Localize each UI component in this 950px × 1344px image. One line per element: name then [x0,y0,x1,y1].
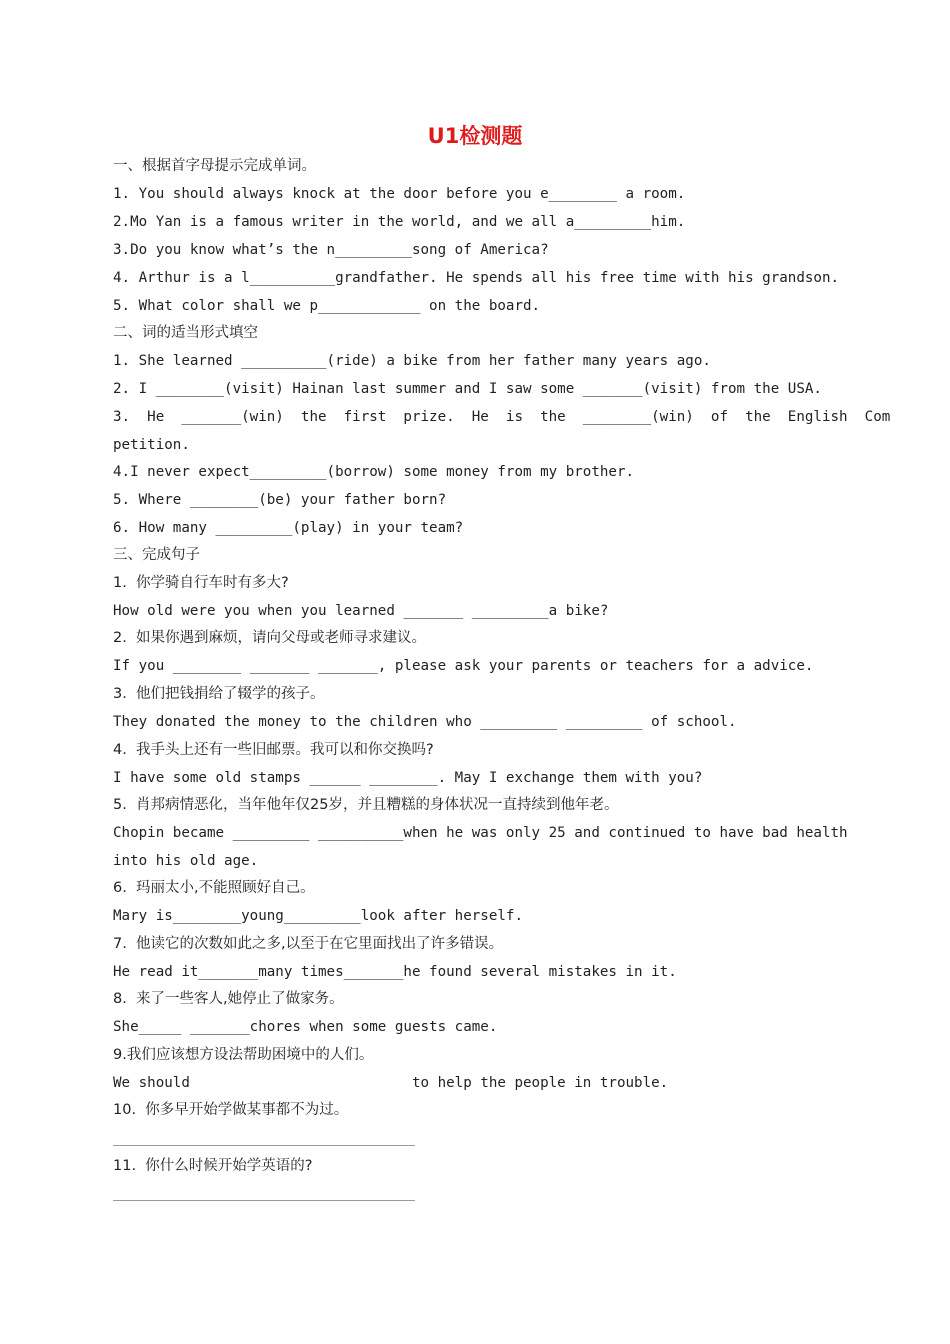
question-3-3-prompt: 3. 他们把钱捐给了辍学的孩子。 [113,686,325,702]
question-3-5-cont: into his old age. [113,853,259,869]
question-3-9: We should to help the people in trouble. [113,1075,669,1091]
question-3-5-prompt: 5. 肖邦病情恶化，当年他年仅25岁，并且糟糕的身体状况一直持续到他年老。 [113,797,619,813]
question-3-10-prompt: 10. 你多早开始学做某事都不为过。 [113,1102,349,1118]
question-3-1: How old were you when you learned _______ _________a bike? [113,603,609,619]
question-3-5: Chopin became _________ __________when he was only 25 and continued to have bad health [113,825,848,841]
question-3-4: I have some old stamps ______ ________. May I exchange them with you? [113,770,703,786]
answer-line-10 [113,1145,415,1146]
question-3-4-prompt: 4. 我手头上还有一些旧邮票。我可以和你交换吗? [113,742,434,758]
question-3-7: He read it_______many times_______he found several mistakes in it. [113,964,677,980]
section-heading-3: 三、完成句子 [113,547,200,563]
question-3-8-prompt: 8. 来了一些客人,她停止了做家务。 [113,991,344,1007]
question-2-2: 2. I ________(visit) Hainan last summer and I saw some _______(visit) from the USA. [113,381,822,397]
question-3-6-prompt: 6. 玛丽太小,不能照顾好自己。 [113,880,315,896]
section-heading-2: 二、词的适当形式填空 [113,325,258,341]
page-title: U1检测题 [427,124,523,148]
answer-line-11 [113,1200,415,1201]
question-3-11-prompt: 11. 你什么时候开始学英语的? [113,1158,313,1174]
question-2-3-cont: petition. [113,437,190,453]
question-3-7-prompt: 7. 他读它的次数如此之多,以至于在它里面找出了许多错误。 [113,936,504,952]
question-1-4: 4. Arthur is a l__________grandfather. He spends all his free time with his grandson. [113,270,840,286]
question-1-5: 5. What color shall we p____________ on the board. [113,298,541,314]
question-1-2: 2.Mo Yan is a famous writer in the world, and we all a_________him. [113,214,686,230]
question-3-1-prompt: 1. 你学骑自行车时有多大? [113,575,289,591]
question-2-3: 3. He _______(win) the first prize. He is the ________(win) of the English Com [113,409,891,425]
question-3-2-prompt: 2. 如果你遇到麻烦，请向父母或老师寻求建议。 [113,630,427,646]
question-1-3: 3.Do you know what’s the n_________song of America? [113,242,549,258]
question-3-2: If you ________ _______ _______, please ask your parents or teachers for a advice. [113,658,814,674]
question-2-6: 6. How many _________(play) in your team? [113,520,464,536]
question-3-9-prompt: 9.我们应该想方设法帮助困境中的人们。 [113,1047,374,1063]
question-3-3: They donated the money to the children who _________ _________ of school. [113,714,737,730]
question-1-1: 1. You should always knock at the door before you e________ a room. [113,186,686,202]
question-2-1: 1. She learned __________(ride) a bike from her father many years ago. [113,353,711,369]
question-3-8: She_____ _______chores when some guests came. [113,1019,498,1035]
section-heading-1: 一、根据首字母提示完成单词。 [113,158,316,174]
question-2-4: 4.I never expect_________(borrow) some money from my brother. [113,464,635,480]
question-2-5: 5. Where ________(be) your father born? [113,492,447,508]
question-3-6: Mary is________young_________look after herself. [113,908,523,924]
